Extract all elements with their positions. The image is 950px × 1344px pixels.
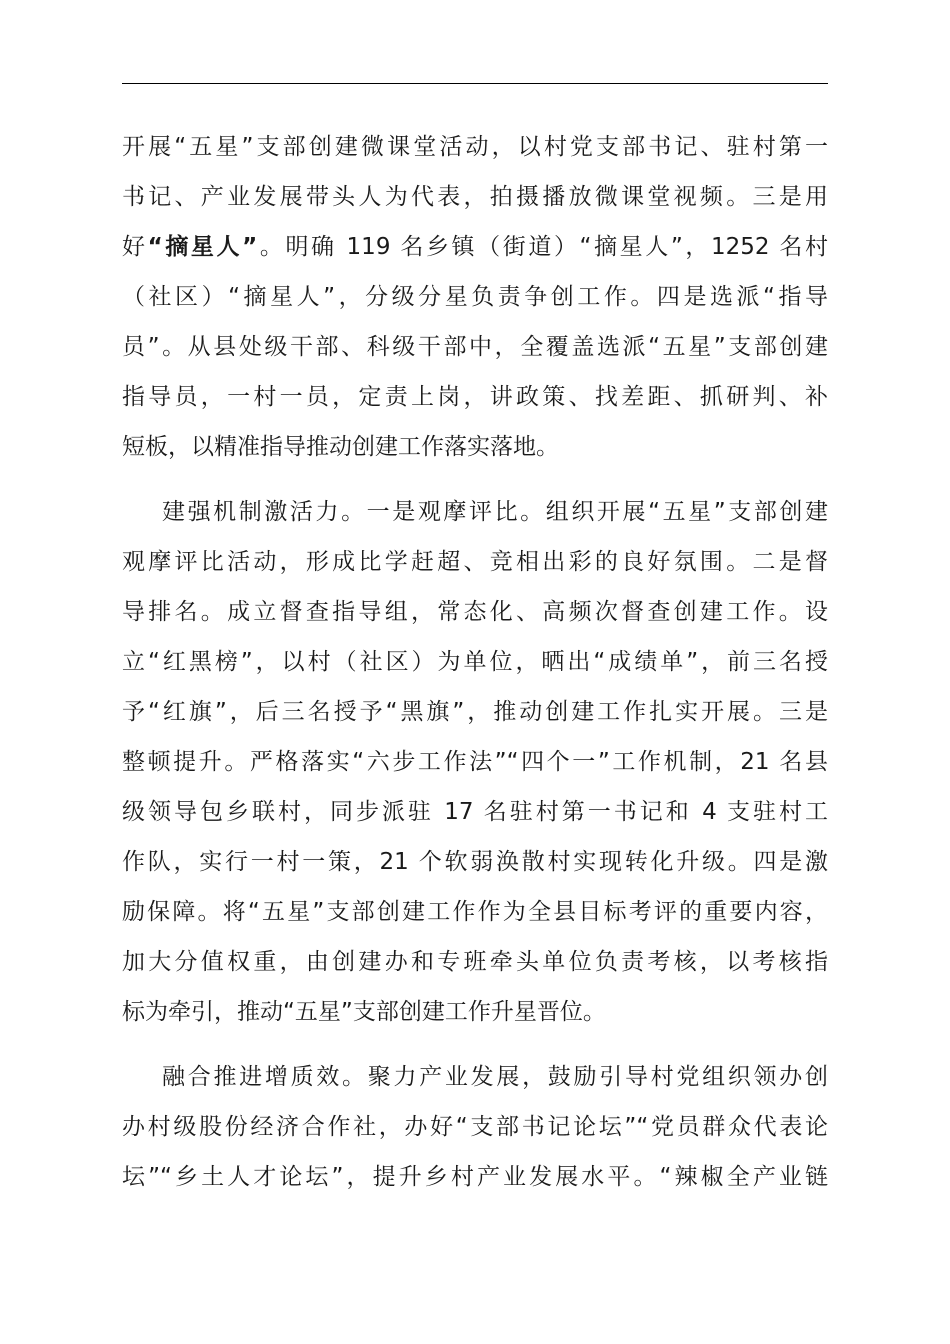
text-line: 作队，实行一村一策，21 个软弱涣散村实现转化升级。四是激 bbox=[122, 849, 828, 875]
text-line: 坛”“乡土人才论坛”，提升乡村产业发展水平。“辣椒全产业链 bbox=[122, 1164, 828, 1190]
text-line: 导排名。成立督查指导组，常态化、高频次督查创建工作。设 bbox=[122, 599, 828, 625]
text-line: （社区）“摘星人”，分级分星负责争创工作。四是选派“指导 bbox=[122, 284, 828, 310]
text-line: 加大分值权重，由创建办和专班牵头单位负责考核，以考核指 bbox=[122, 949, 828, 975]
text-line: 励保障。将“五星”支部创建工作作为全县目标考评的重要内容， bbox=[122, 899, 828, 925]
text-line: 开展“五星”支部创建微课堂活动，以村党支部书记、驻村第一 bbox=[122, 134, 828, 160]
text-line: 观摩评比活动，形成比学赶超、竞相出彩的良好氛围。二是督 bbox=[122, 549, 828, 575]
header-rule bbox=[122, 83, 828, 84]
paragraph-2 bbox=[122, 487, 828, 1037]
text-line: 标为牵引，推动“五星”支部创建工作升星晋位。 bbox=[122, 999, 606, 1025]
text-line: 立“红黑榜”，以村（社区）为单位，晒出“成绩单”，前三名授 bbox=[122, 649, 828, 675]
text-line: 员”。从县处级干部、科级干部中，全覆盖选派“五星”支部创建 bbox=[122, 334, 828, 360]
text-line: 予“红旗”，后三名授予“黑旗”，推动创建工作扎实开展。三是 bbox=[122, 699, 828, 725]
text-run: 好 bbox=[122, 234, 148, 260]
text-line: 指导员，一村一员，定责上岗，讲政策、找差距、抓研判、补 bbox=[122, 384, 828, 410]
paragraph-3 bbox=[122, 1052, 828, 1202]
paragraph-1 bbox=[122, 122, 828, 472]
bold-term: “摘星人” bbox=[147, 234, 258, 260]
text-line: 建强机制激活力。一是观摩评比。组织开展“五星”支部创建 bbox=[162, 499, 828, 525]
text-line: 融合推进增质效。聚力产业发展，鼓励引导村党组织领办创 bbox=[162, 1064, 828, 1090]
text-line: 办村级股份经济合作社，办好“支部书记论坛”“党员群众代表论 bbox=[122, 1114, 828, 1140]
text-line: 短板，以精准指导推动创建工作落实落地。 bbox=[122, 434, 559, 460]
text-run: 。明确 119 名乡镇（街道）“摘星人”，1252 名村 bbox=[257, 234, 829, 260]
text-line: 书记、产业发展带头人为代表，拍摄播放微课堂视频。三是用 bbox=[122, 184, 828, 210]
text-line: 级领导包乡联村，同步派驻 17 名驻村第一书记和 4 支驻村工 bbox=[122, 799, 828, 825]
text-line bbox=[122, 222, 828, 272]
document-body bbox=[122, 122, 828, 1202]
text-line: 整顿提升。严格落实“六步工作法”“四个一”工作机制，21 名县 bbox=[122, 749, 828, 775]
